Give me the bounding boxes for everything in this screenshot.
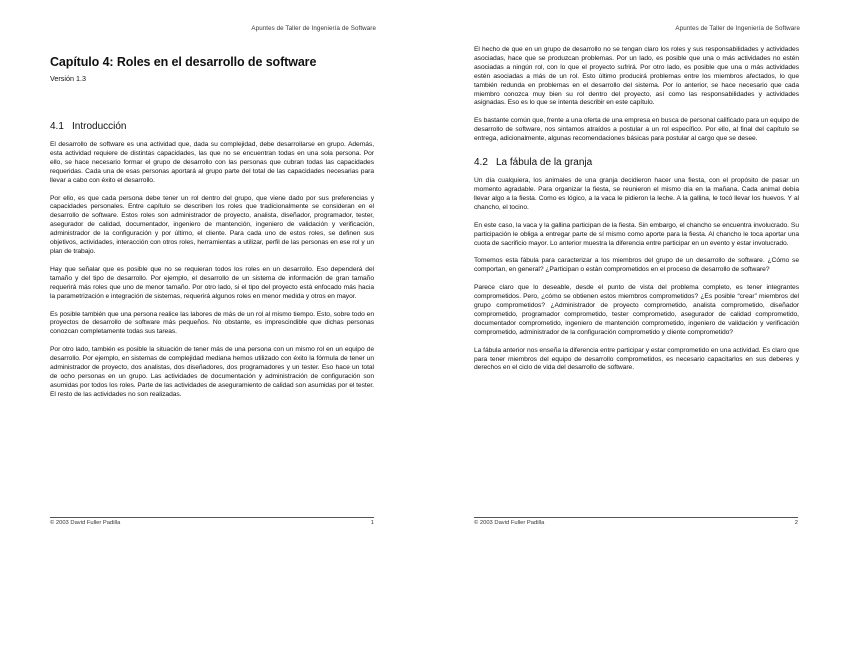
running-header: Apuntes de Taller de Ingeniería de Software — [675, 25, 800, 32]
paragraph: Por otro lado, también es posible la situación de tener más de una persona con un mismo rol en un equipo de desarrollo. Por ejemplo, en sistemas de complejidad mediana hemos utilizado con éxito la fórmula de tener un administrador de proyecto, dos analistas, dos diseñadores, dos programadores y un tester. Eso hace un total de ocho personas en un grupo. Las actividades de documentación y administración de configuración son asumidas por todos los roles. Parte de las actividades de aseguramiento de calidad son asumidas por el tester. El resto de las actividades no son realizadas. — [50, 346, 374, 398]
footer-copyright: © 2003 David Fuller Padilla — [474, 520, 545, 526]
document-page-right — [424, 0, 848, 655]
paragraph: Es bastante común que, frente a una oferta de una empresa en busca de personal calificado para un equipo de desarrollo de software, nos sintamos atraídos a postular a un rol específico. Por ello, al final del capítulo se entrega, adicionalmente, algunas recomendaciones básicas para postular al cargo que se desee. — [474, 117, 799, 143]
page-number: 2 — [794, 520, 798, 526]
section-title: La fábula de la granja — [496, 157, 593, 169]
paragraph: En este caso, la vaca y la gallina participan de la fiesta. Sin embargo, el chancho se encuentra involucrado. Su participación le obliga a entregar parte de sí mismo como aporte para la fiesta. Al chancho le toca aportar una cuota de sacrificio mayor. Lo anterior muestra la diferencia entre participar en un evento y estar involucrado. — [474, 221, 799, 247]
page-content — [474, 46, 799, 382]
section-heading — [50, 121, 374, 132]
paragraph: El desarrollo de software es una actividad que, dada su complejidad, debe desarrollarse en grupo. Además, esta actividad requiere de distintas capacidades, las que no se encuentran todas en una sola persona. Por ello, se hace necesario formar el grupo de desarrollo con las personas que cubran todas las capacidades requeridas. Cada una de esas personas aportará al grupo parte del total de las capacidades necesarias para llevar a cabo con éxito el desarrollo. — [50, 141, 374, 184]
paragraph: Por ello, es que cada persona debe tener un rol dentro del grupo, que viene dado por sus preferencias y capacidades personales. Entre capítulo se describen los roles que tradicionalmente se consideran en el desarrollo de software. Estos roles son administrador de proyecto, analista, diseñador, programador, tester, asegurador de calidad, documentador, ingeniero de mantención, ingeniero de validación y verificación, administrador de la configuración y por último, el cliente. Para cada uno de estos roles, se definen sus objetivos, actividades, interacción con otros roles, herramientas a utilizar, perfil de las personas en ese rol y un plan de trabajo. — [50, 194, 374, 255]
running-header: Apuntes de Taller de Ingeniería de Software — [251, 25, 376, 32]
section-title: Introducción — [72, 121, 127, 132]
section-number: 4.2 — [474, 157, 488, 169]
chapter-title: Capítulo 4: Roles en el desarrollo de software — [50, 55, 317, 69]
page-footer — [50, 517, 374, 526]
footer-copyright: © 2003 David Fuller Padilla — [50, 520, 121, 526]
paragraph: Tomemos esta fábula para caracterizar a los miembros del grupo de un desarrollo de software. ¿Cómo se comportan, en general? ¿Participan o están comprometidos en el proceso de desarrollo de software? — [474, 257, 799, 274]
page-footer — [474, 517, 798, 526]
paragraph: El hecho de que en un grupo de desarrollo no se tengan claro los roles y sus responsabilidades y actividades asociadas, hace que se produzcan problemas. Por un lado, es posible que una o más actividades no estén asociadas a ningún rol, con lo que el proyecto sufrirá. Por otro lado, es posible que una o más actividades estén asociadas a más de un rol. Esto último producirá problemas entre los miembros afectados, lo que también redunda en problemas en el desarrollo del sistema. Por lo anterior, se hace necesario que cada miembro conozca muy bien su rol dentro del proyecto, así como las responsabilidades y actividades asignadas. Eso es lo que se intenta describir en este capítulo. — [474, 46, 799, 107]
paragraph: La fábula anterior nos enseña la diferencia entre participar y estar comprometido en una actividad. Es claro que para tener miembros del equipo de desarrollo comprometidos, es necesario capacitarlos en sus deberes y derechos en el ciclo de vida del desarrollo de software. — [474, 346, 799, 372]
paragraph: Parece claro que lo deseable, desde el punto de vista del problema completo, es tener integrantes comprometidos. Pero, ¿cómo se obtienen estos miembros comprometidos? ¿Es posible “crear” miembros del grupo comprometidos? ¿Administrador de proyecto comprometido, analista comprometido, diseñador comprometido, programador comprometido, tester comprometido, asegurador de calidad comprometido, documentador comprometido, ingeniero de mantención comprometido, ingeniero de validación y verificación comprometido, administrador de la configuración comprometido y cliente comprometido? — [474, 284, 799, 336]
page-content — [50, 55, 374, 409]
version-label: Versión 1.3 — [50, 74, 86, 83]
section-heading — [474, 157, 799, 168]
section-number: 4.1 — [50, 121, 64, 132]
paragraph: Es posible también que una persona realice las labores de más de un rol al mismo tiempo. Esto, sobre todo en proyectos de desarrollo de software más pequeños. No obstante, es imprescindible que dichas personas conozcan completamente todas sus tareas. — [50, 310, 374, 336]
paragraph: Un día cualquiera, los animales de una granja decidieron hacer una fiesta, con el propósito de pasar un momento agradable. Para organizar la fiesta, se reunieron el mismo día en la mañana. Cada animal debía llevar algo a la fiesta. Como es lógico, a la vaca le pidieron la leche. A la gallina, le tocó llevar los huevos. Y al chancho, el tocino. — [474, 177, 799, 211]
page-number: 1 — [370, 520, 374, 526]
paragraph: Hay que señalar que es posible que no se requieran todos los roles en un desarrollo. Eso dependerá del tamaño y del tipo de desarrollo. Por ejemplo, el desarrollo de un sistema de información de gran tamaño requerirá más roles que uno de menor tamaño. Por otro lado, si el tipo del proyecto está enfocado más hacia la parametrización e integración de sistemas, requerirá algunos roles en menor medida y otros en mayor. — [50, 265, 374, 300]
